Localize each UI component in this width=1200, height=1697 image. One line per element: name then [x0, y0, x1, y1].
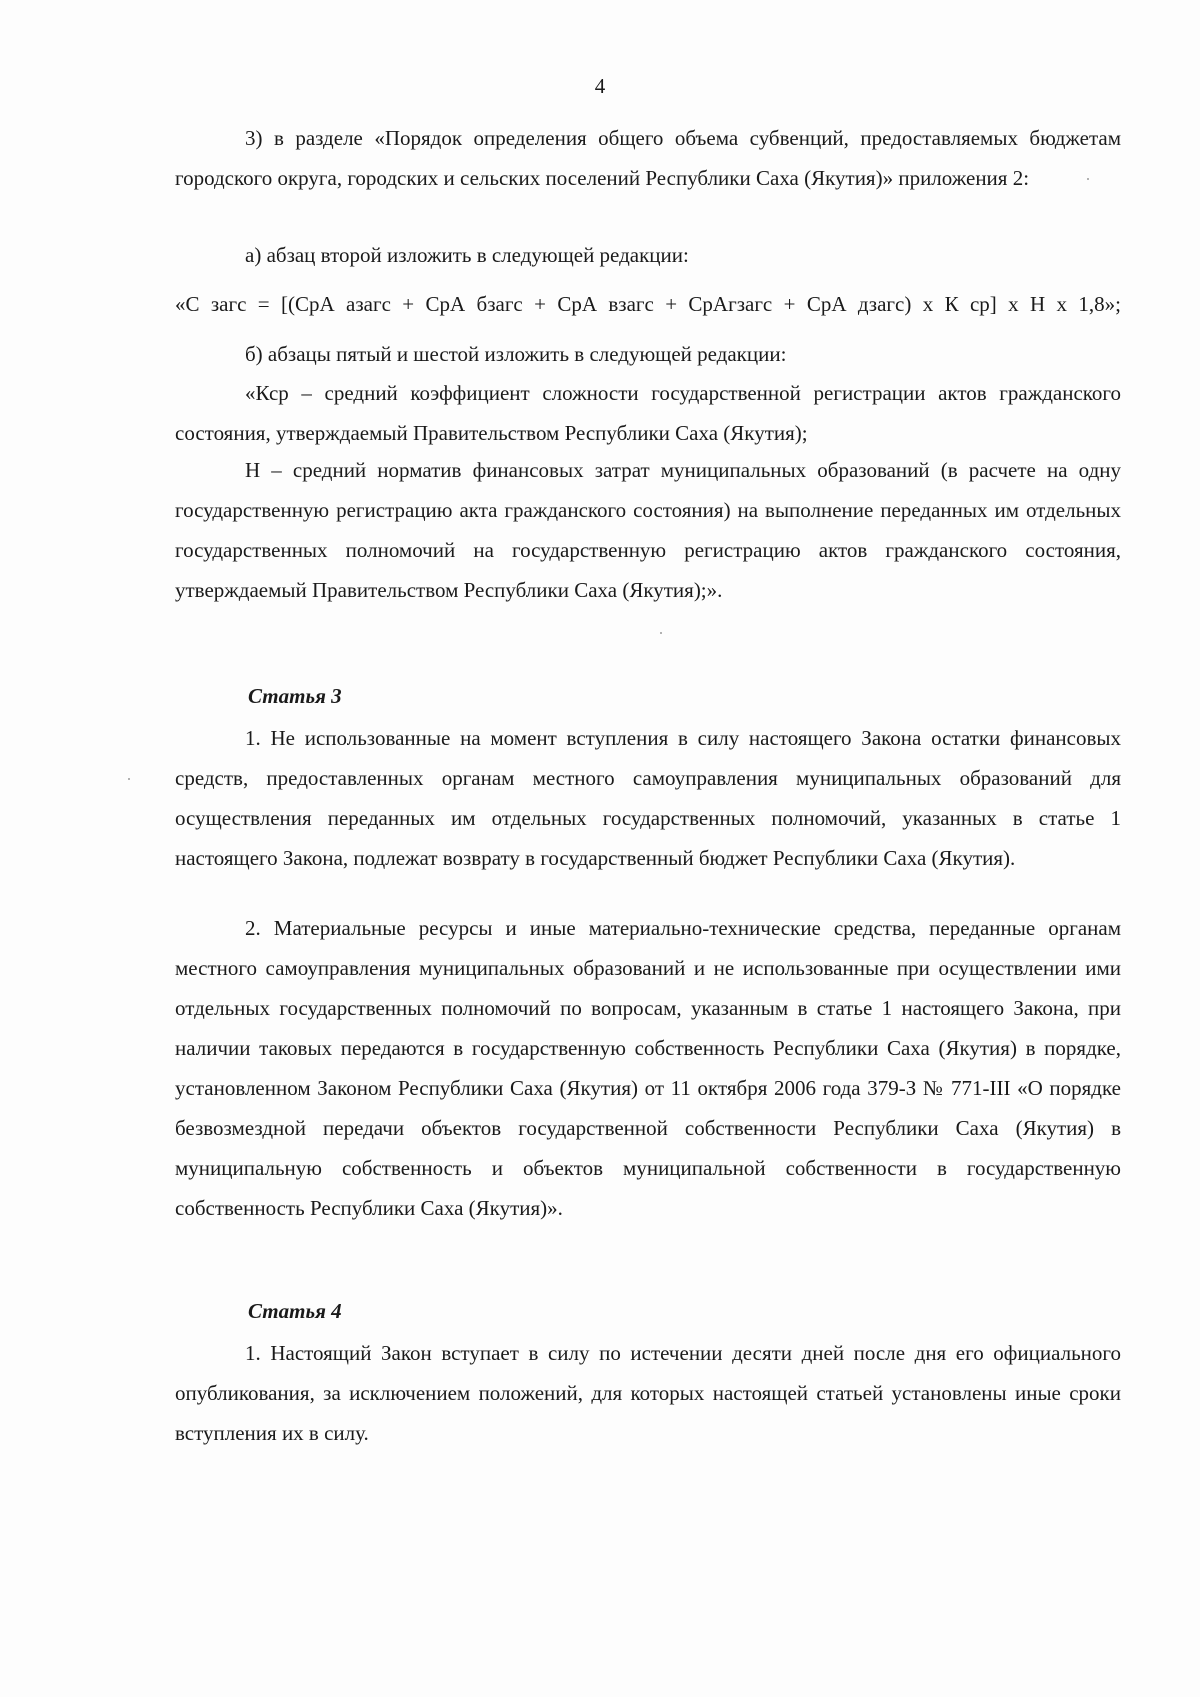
article-3-heading: Статья 3 — [248, 684, 342, 708]
paragraph-ksr-definition: «Кср – средний коэффициент сложности государственной регистрации актов гражданского состояния, утверждаемый Правительством Республики Саха (Якутия); — [175, 381, 1121, 445]
paragraph-subitem-b: б) абзацы пятый и шестой изложить в следующей редакции: — [245, 342, 787, 366]
scan-speck — [1087, 178, 1089, 180]
paragraph-n-definition: Н – средний норматив финансовых затрат муниципальных образований (в расчете на одну государственную регистрацию акта гражданского состояния) на выполнение переданных им отдельных государственных полномочий на государственную регистрацию актов гражданского состояния, утверждаемый Правительством Республики Саха (Якутия);». — [175, 458, 1121, 602]
article-4-heading: Статья 4 — [248, 1299, 342, 1323]
page-number: 4 — [594, 74, 606, 98]
article-3-item-1: 1. Не использованные на момент вступления в силу настоящего Закона остатки финансовых средств, предоставленных органам местного самоуправления муниципальных образований для осуществления переданных им отдельных государственных полномочий, указанных в статье 1 настоящего Закона, подлежат возврату в государственный бюджет Республики Саха (Якутия). — [175, 726, 1121, 870]
article-3-item-2: 2. Материальные ресурсы и иные материально-технические средства, переданные органам местного самоуправления муниципальных образований и не использованные при осуществлении ими отдельных государственных полномочий по вопросам, указанным в статье 1 настоящего Закона, при наличии таковых передаются в государственную собственность Республики Саха (Якутия) в порядке, установленном Законом Республики Саха (Якутия) от 11 октября 2006 года 379-З № 771-III «О порядке безвозмездной передачи объектов государственной собственности Республики Саха (Якутия) в муниципальную собственность и объектов муниципальной собственности в государственную собственность Республики Саха (Якутия)». — [175, 916, 1121, 1220]
paragraph-section-3-intro: 3) в разделе «Порядок определения общего объема субвенций, предоставляемых бюджетам городского округа, городских и сельских поселений Республики Саха (Якутия)» приложения 2: — [175, 126, 1121, 190]
formula-line: «С загс = [(СрА азагс + СрА бзагс + СрА взагс + СрАгзагс + СрА дзагс) х К ср] х Н х 1,8»; — [175, 292, 1121, 316]
paragraph-subitem-a: а) абзац второй изложить в следующей редакции: — [245, 243, 689, 267]
scan-speck — [660, 632, 662, 634]
article-4-item-1: 1. Настоящий Закон вступает в силу по истечении десяти дней после дня его официального опубликования, за исключением положений, для которых настоящей статьей установлены иные сроки вступления их в силу. — [175, 1341, 1121, 1445]
scan-speck — [128, 778, 130, 780]
